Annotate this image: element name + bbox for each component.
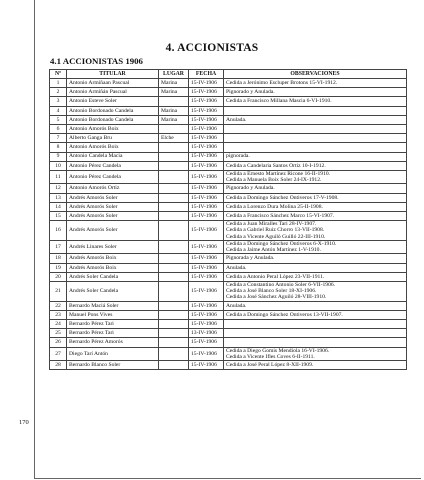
cell-titular: Antonio Amorós Ortiz [67, 184, 159, 193]
cell-lugar [159, 124, 189, 133]
cell-titular: Antonio Bordonado Candela [67, 115, 159, 124]
cell-titular: Antonio Armiñán Pascual [67, 88, 159, 97]
cell-observaciones [224, 320, 407, 329]
cell-number: 23 [50, 310, 67, 319]
cell-titular: Andrés Amorós Soler [67, 211, 159, 220]
cell-observaciones [224, 134, 407, 143]
column-header-lugar: LUGAR [159, 70, 189, 79]
cell-number: 18 [50, 254, 67, 263]
cell-titular: Andrés Soler Candela [67, 272, 159, 281]
cell-number: 7 [50, 134, 67, 143]
cell-number: 8 [50, 143, 67, 152]
cell-number: 27 [50, 347, 67, 361]
cell-fecha: 15-IV-1906 [189, 143, 224, 152]
table-row [50, 320, 407, 329]
cell-lugar [159, 240, 189, 254]
cell-observaciones [224, 272, 407, 281]
cell-titular: Bernardo Maciá Soler [67, 301, 159, 310]
observation-line: Cedida a Francisco Sánchez Marco 15-VI-1907. [226, 212, 335, 219]
cell-observaciones [224, 281, 407, 301]
cell-lugar: Marina [159, 79, 189, 88]
column-header-titular: TITULAR [67, 70, 159, 79]
table-row [50, 184, 407, 193]
cell-observaciones [224, 97, 407, 106]
observation-line: Cedida a Manuela Boix Soler 24-IX-1912. [226, 177, 322, 184]
cell-fecha: 15-IV-1906 [189, 320, 224, 329]
cell-number: 3 [50, 97, 67, 106]
table-row [50, 152, 407, 161]
table-row [50, 193, 407, 202]
cell-fecha: 15-IV-1906 [189, 97, 224, 106]
cell-titular: Bernardo Blanco Soler [67, 361, 159, 370]
cell-lugar: Marina [159, 88, 189, 97]
cell-lugar [159, 347, 189, 361]
cell-number: 14 [50, 202, 67, 211]
cell-number: 26 [50, 338, 67, 347]
cell-titular: Antonio Amorós Boix [67, 143, 159, 152]
table-row [50, 115, 407, 124]
cell-observaciones [224, 152, 407, 161]
cell-fecha: 15-IV-1906 [189, 240, 224, 254]
cell-titular: Andrés Amorós Boix [67, 263, 159, 272]
observation-line: Pignorada y Anulada. [226, 255, 275, 262]
cell-observaciones [224, 88, 407, 97]
cell-titular: Antonio Pérez Candela [67, 161, 159, 170]
cell-fecha: 15-IV-1906 [189, 202, 224, 211]
cell-lugar [159, 263, 189, 272]
observation-line: Cedida a Gabriel Ruiz Chorro 13-VII-1908. [226, 227, 325, 234]
observation-line: Cedida a Ernesto Martínez Ricone 16-II-1910. [226, 170, 331, 177]
cell-observaciones [224, 240, 407, 254]
observation-line: Cedida a Jerónimo Escluper Brotons 15-VI-1912. [226, 79, 338, 86]
cell-number: 5 [50, 115, 67, 124]
table-row [50, 79, 407, 88]
cell-lugar [159, 152, 189, 161]
table-row [50, 211, 407, 220]
page-number: 170 [19, 419, 29, 426]
cell-number: 6 [50, 124, 67, 133]
cell-observaciones [224, 310, 407, 319]
cell-titular: Antonio Esteve Soler [67, 97, 159, 106]
cell-lugar: Marina [159, 106, 189, 115]
table-row [50, 106, 407, 115]
cell-titular: Andrés Amorós Soler [67, 221, 159, 241]
table-row [50, 221, 407, 241]
cell-number: 4 [50, 106, 67, 115]
cell-titular: Antonio Pérez Candela [67, 170, 159, 184]
cell-lugar [159, 281, 189, 301]
cell-fecha: 15-IV-1906 [189, 254, 224, 263]
cell-observaciones [224, 347, 407, 361]
cell-titular: Bernardo Pérez Amorós [67, 338, 159, 347]
cell-fecha: 15-IV-1906 [189, 184, 224, 193]
cell-observaciones [224, 263, 407, 272]
cell-lugar [159, 143, 189, 152]
cell-number: 16 [50, 221, 67, 241]
observation-line: Cedida a Domingo Sánchez Ontiveros 17-V-1908. [226, 194, 339, 201]
cell-lugar [159, 161, 189, 170]
cell-observaciones [224, 193, 407, 202]
cell-number: 22 [50, 301, 67, 310]
cell-lugar: Marina [159, 115, 189, 124]
observation-line: Cedida a José Blanco Soler 18-XI-1906. [226, 288, 317, 295]
cell-fecha: 15-IV-1906 [189, 106, 224, 115]
observation-line: Anulada. [226, 116, 247, 123]
cell-titular: Antonio Bordonado Candela [67, 106, 159, 115]
cell-fecha: 15-IV-1906 [189, 272, 224, 281]
cell-lugar [159, 170, 189, 184]
cell-fecha: 15-IV-1906 [189, 161, 224, 170]
cell-fecha: 15-IV-1906 [189, 115, 224, 124]
table-row [50, 361, 407, 370]
cell-fecha: 15-IV-1906 [189, 211, 224, 220]
cell-lugar [159, 329, 189, 338]
cell-number: 2 [50, 88, 67, 97]
cell-titular: Andrés Linares Soler [67, 240, 159, 254]
cell-lugar [159, 202, 189, 211]
cell-lugar [159, 97, 189, 106]
cell-titular: Andrés Amorós Boix [67, 254, 159, 263]
cell-fecha: 15-IV-1906 [189, 301, 224, 310]
cell-observaciones [224, 124, 407, 133]
observation-line: Cedida a Juan Miralles Tari 28-IV-1907. [226, 221, 317, 228]
table-row [50, 310, 407, 319]
cell-fecha: 15-IV-1906 [189, 338, 224, 347]
cell-fecha: 15-IV-1906 [189, 281, 224, 301]
observation-line: Cedida a José Sánchez Aguiló 28-VIII-1910. [226, 294, 327, 301]
observation-line: Cedida a Lorenzo Dura Molina 25-II-1908. [226, 203, 323, 210]
observation-line: Cedida a Vicente Ifles Coves 6-II-1911. [226, 353, 315, 360]
cell-fecha: 15-IV-1906 [189, 79, 224, 88]
cell-lugar [159, 211, 189, 220]
observation-line: Cedida a Candelaria Santos Ortiz 10-I-1912. [226, 162, 326, 169]
cell-observaciones [224, 106, 407, 115]
cell-fecha: 15-IV-1906 [189, 361, 224, 370]
table-row [50, 88, 407, 97]
cell-lugar [159, 310, 189, 319]
cell-number: 15 [50, 211, 67, 220]
table-row [50, 272, 407, 281]
table-header-row [50, 70, 407, 79]
cell-number: 10 [50, 161, 67, 170]
cell-fecha: 15-IV-1906 [189, 124, 224, 133]
cell-lugar [159, 254, 189, 263]
cell-titular: Andrés Soler Candela [67, 281, 159, 301]
shareholders-table [49, 69, 407, 370]
cell-titular: Antonio Amorós Boix [67, 124, 159, 133]
cell-observaciones [224, 221, 407, 241]
observation-line: Pignorado y Anulada. [226, 89, 275, 96]
cell-observaciones [224, 301, 407, 310]
cell-titular: Andrés Amorós Soler [67, 202, 159, 211]
cell-lugar [159, 320, 189, 329]
cell-observaciones [224, 211, 407, 220]
cell-titular: Bernardo Pérez Tari [67, 329, 159, 338]
cell-lugar [159, 193, 189, 202]
cell-number: 17 [50, 240, 67, 254]
cell-lugar [159, 338, 189, 347]
cell-fecha: 15-IV-1906 [189, 221, 224, 241]
cell-fecha: 15-IV-1906 [189, 152, 224, 161]
cell-lugar [159, 272, 189, 281]
cell-number: 12 [50, 184, 67, 193]
cell-titular: Alberto Ganga Bru [67, 134, 159, 143]
cell-observaciones [224, 254, 407, 263]
table-row [50, 143, 407, 152]
table-row [50, 338, 407, 347]
cell-observaciones [224, 184, 407, 193]
cell-titular: Diego Tarí Antón [67, 347, 159, 361]
cell-number: 9 [50, 152, 67, 161]
cell-lugar [159, 221, 189, 241]
cell-lugar [159, 301, 189, 310]
observation-line: Cedida a Jaime Antón Martínez 1-V-1910. [226, 247, 321, 254]
cell-lugar [159, 184, 189, 193]
observation-line: Cedida a Domingo Sánchez Ontiveros 13-VII-1907. [226, 311, 343, 318]
cell-number: 24 [50, 320, 67, 329]
cell-fecha: 15-IV-1906 [189, 263, 224, 272]
cell-fecha: 15-IV-1906 [189, 347, 224, 361]
cell-observaciones [224, 329, 407, 338]
column-header-fecha: FECHA [189, 70, 224, 79]
cell-lugar: Elche [159, 134, 189, 143]
table-row [50, 134, 407, 143]
cell-fecha: 15-IV-1906 [189, 170, 224, 184]
cell-fecha: 15-IV-1906 [189, 193, 224, 202]
observation-line: Cedida a José Peral López 8-XII-1909. [226, 362, 314, 369]
table-row [50, 97, 407, 106]
table-row [50, 301, 407, 310]
cell-observaciones [224, 161, 407, 170]
observation-line: Anulada. [226, 302, 247, 309]
cell-number: 19 [50, 263, 67, 272]
cell-number: 1 [50, 79, 67, 88]
table-row [50, 254, 407, 263]
cell-observaciones [224, 338, 407, 347]
cell-titular: Bernardo Pérez Tari [67, 320, 159, 329]
cell-titular: Andrés Amorós Soler [67, 193, 159, 202]
observation-line: pignorada. [226, 153, 250, 160]
table-row [50, 161, 407, 170]
cell-number: 25 [50, 329, 67, 338]
cell-observaciones [224, 115, 407, 124]
cell-number: 13 [50, 193, 67, 202]
observation-line: Cedida a Antonio Peral López 23-VII-1911. [226, 273, 325, 280]
table-row [50, 124, 407, 133]
cell-titular: Antonio Candela Macia [67, 152, 159, 161]
column-header-number: Nº [50, 70, 67, 79]
cell-fecha: 13-IV-1906 [189, 329, 224, 338]
column-header-observaciones: OBSERVACIONES [224, 70, 407, 79]
cell-fecha: 15-IV-1906 [189, 88, 224, 97]
cell-titular: Manuel Pons Vives [67, 310, 159, 319]
cell-number: 21 [50, 281, 67, 301]
table-body [50, 79, 407, 370]
table-row [50, 263, 407, 272]
cell-number: 20 [50, 272, 67, 281]
table-row [50, 281, 407, 301]
table-row [50, 170, 407, 184]
cell-number: 11 [50, 170, 67, 184]
observation-line: Cedida a Diego Gomis Mendiola 16-VI-1906. [226, 347, 330, 354]
observation-line: Cedida a Vicente Aguiló Guilló 22-III-1910. [226, 233, 326, 240]
cell-lugar [159, 361, 189, 370]
observation-line: Pignorado y Anulada. [226, 185, 275, 192]
cell-observaciones [224, 361, 407, 370]
cell-fecha: 15-IV-1906 [189, 310, 224, 319]
cell-titular: Antonio Armiñaan Pascual [67, 79, 159, 88]
observation-line: Anulada. [226, 264, 247, 271]
observation-line: Cedida a Francisco Millana Mascia 6-VI-1910. [226, 98, 332, 105]
section-title: 4.1 ACCIONISTAS 1906 [50, 56, 143, 66]
cell-observaciones [224, 202, 407, 211]
observation-line: Cedida a Domingo Sánchez Ontiveros 6-X-1910. [226, 240, 337, 247]
table-row [50, 202, 407, 211]
cell-observaciones [224, 170, 407, 184]
observation-line: Cedida a Constantino Antonio Soler 6-VII-1906. [226, 281, 336, 288]
cell-fecha: 15-IV-1906 [189, 134, 224, 143]
table-row [50, 347, 407, 361]
cell-observaciones [224, 79, 407, 88]
cell-observaciones [224, 143, 407, 152]
cell-number: 28 [50, 361, 67, 370]
table-row [50, 240, 407, 254]
chapter-title: 4. ACCIONISTAS [165, 42, 259, 54]
table-row [50, 329, 407, 338]
